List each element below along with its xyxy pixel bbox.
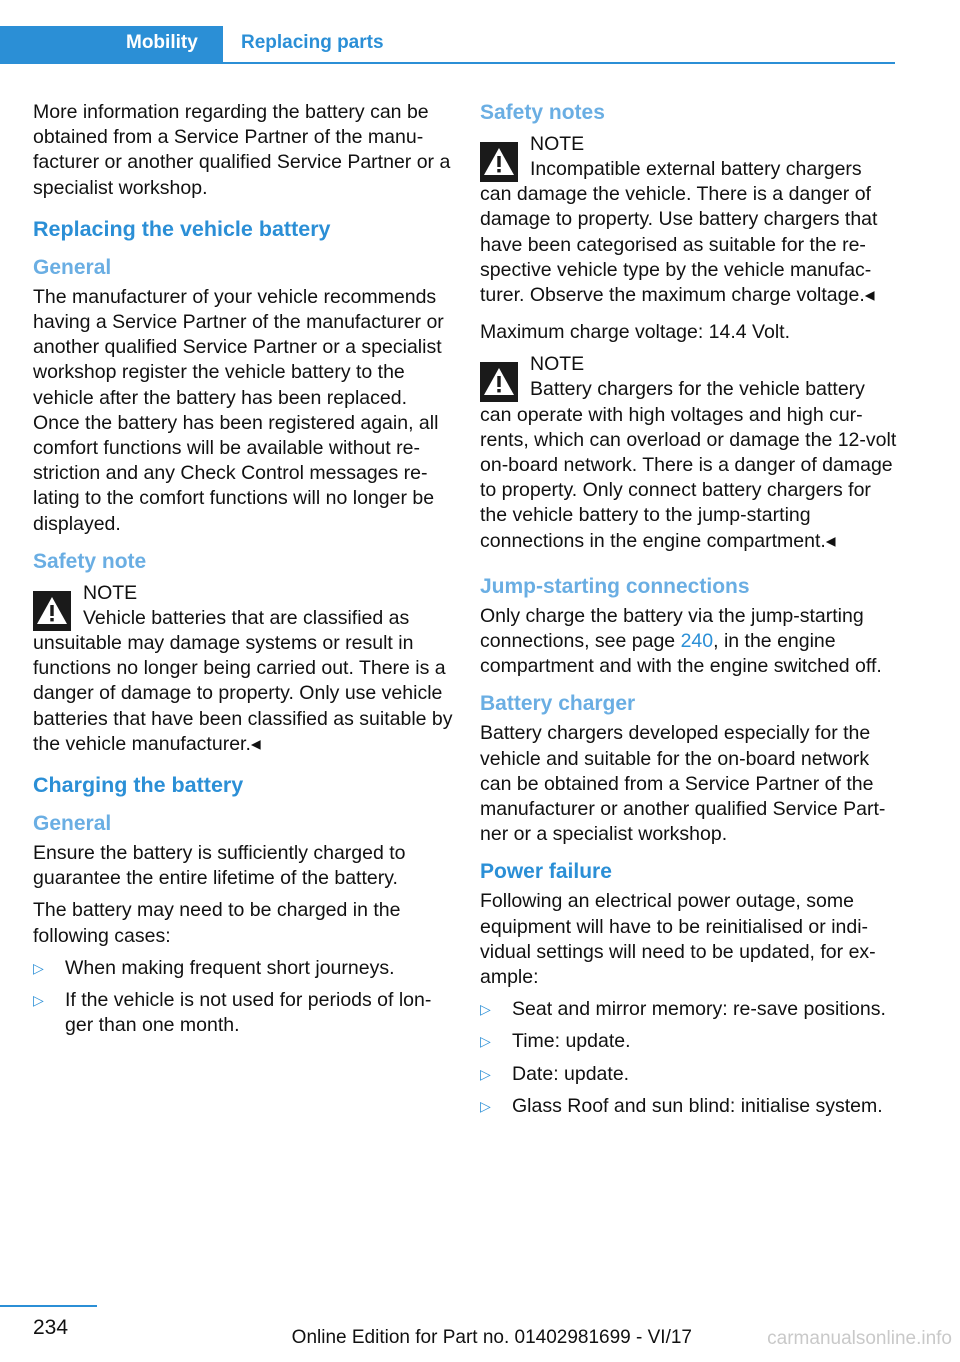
warning-icon: [480, 142, 518, 182]
heading-safety-note: Safety note: [33, 549, 147, 573]
list-item: ▷ Date: update.: [480, 1062, 630, 1085]
triangle-bullet-icon: ▷: [480, 1033, 491, 1050]
heading-power-failure: Power failure: [480, 860, 612, 884]
note-text: can damage the vehicle. There is a danger of damage to property. Use battery chargers that have been categorised as suitable for the respective vehicle type by the vehicle manufacturer. Observe the maximum charge voltage.◂: [480, 183, 878, 307]
list-item: ▷ Time: update.: [480, 1030, 631, 1053]
list-item: ▷ Seat and mirror memory: re-save positions.: [480, 998, 886, 1021]
header-tabbar: [0, 26, 895, 64]
note-first-line: Incompatible external battery chargers: [530, 158, 862, 180]
heading-safety-notes: Safety notes: [480, 101, 605, 124]
triangle-bullet-icon: ▷: [33, 992, 44, 1009]
note-label: NOTE: [530, 133, 585, 155]
triangle-bullet-icon: ▷: [480, 1001, 491, 1018]
list-item: ▷ When making frequent short journeys.: [33, 956, 395, 979]
page-number: 234: [33, 1316, 69, 1339]
warning-icon: [480, 362, 518, 402]
note-text: can operate with high voltages and high currents, which can overload or damage the 12-volt on-board network. There is a danger of damage to property. Only connect battery chargers for the vehicle battery to the jump-starting connections in the engine compartment.◂: [480, 403, 897, 552]
tab-mobility[interactable]: Mobility: [0, 26, 223, 62]
heading-replacing-battery: Replacing the vehicle battery: [33, 216, 331, 241]
page-link[interactable]: 240: [680, 630, 714, 653]
max-voltage-text: Maximum charge voltage: 14.4 Volt.: [480, 321, 790, 344]
note-block-2: [480, 352, 900, 553]
warning-icon: [33, 591, 71, 631]
heading-general-2: General: [33, 812, 112, 836]
tab-replacing-parts[interactable]: Replacing parts: [241, 32, 384, 53]
list-item: ▷ Glass Roof and sun blind: initialise system.: [480, 1094, 883, 1117]
list-item: ▷ If the vehicle is not used for periods of longer than one month.: [33, 989, 432, 1037]
cases-intro: The battery may need to be charged in the following cases:: [33, 899, 401, 947]
note-block: [33, 581, 453, 757]
triangle-bullet-icon: ▷: [33, 959, 44, 976]
jump-paragraph: Only charge the battery via the jump-starting connections, see page 240, in the engine compartment and with the engine switched off.: [480, 604, 882, 678]
left-column: [33, 100, 453, 1045]
page-number-rule: [0, 1305, 97, 1307]
triangle-bullet-icon: ▷: [480, 1065, 491, 1082]
note-label: NOTE: [530, 353, 585, 376]
right-column: [480, 100, 900, 1126]
edition-footer: Online Edition for Part no. 01402981699 - VI/17: [291, 1327, 692, 1348]
note-block-1: [480, 132, 900, 308]
watermark: carmanualsonline.info: [767, 1328, 952, 1349]
note-text: unsuitable may damage systems or result in functions no longer being carried out. There is a danger of damage to property. Only use vehicle batteries that have been classified as suitable by the vehicle manufacturer.◂: [33, 632, 453, 755]
heading-charging-battery: Charging the battery: [33, 773, 244, 798]
note-label: NOTE: [83, 581, 138, 604]
intro-paragraph: More information regarding the battery can be obtained from a Service Partner of the manufacturer or another qualified Service Partner or a specialist workshop.: [33, 101, 451, 199]
heading-battery-charger: Battery charger: [480, 692, 636, 716]
note-first-line: Vehicle batteries that are classified as: [83, 606, 410, 629]
cases-list: [33, 956, 453, 1039]
general2-paragraph: Ensure the battery is sufficiently charged to guarantee the entire lifetime of the battery.: [33, 842, 406, 890]
power-paragraph: Following an electrical power outage, some equipment will have to be reinitialised or individual settings will need to be updated, for example:: [480, 890, 876, 989]
charger-paragraph: Battery chargers developed especially for the vehicle and suitable for the on-board network can be obtained from a Service Partner of the manufacturer or another qualified Service Partner or a specialist workshop.: [480, 722, 886, 846]
power-list: [480, 997, 900, 1119]
heading-general: General: [33, 255, 112, 279]
note-first-line: Battery chargers for the vehicle battery: [530, 378, 865, 401]
heading-jump-starting: Jump-starting connections: [480, 574, 750, 598]
triangle-bullet-icon: ▷: [480, 1097, 491, 1114]
general-paragraph: The manufacturer of your vehicle recommends having a Service Partner of the manufacturer or another qualified Service Partner or a specialist workshop register the vehicle battery to the vehicle after the battery has been replaced. Once the battery has been registered again, all comfort functions will be available without restriction and any Check Control messages relating to the comfort functions will no longer be displayed.: [33, 285, 444, 535]
